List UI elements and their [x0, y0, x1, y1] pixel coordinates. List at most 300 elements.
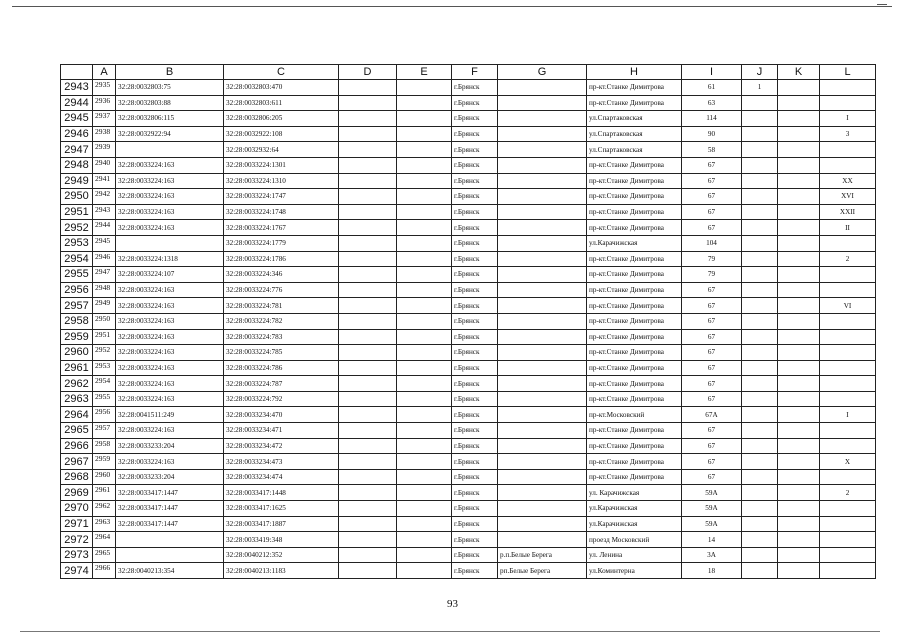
cell-b[interactable]: 32:28:0033224:163 — [116, 329, 224, 345]
cell-f[interactable]: г.Брянск — [452, 220, 498, 236]
cell-d[interactable] — [339, 563, 397, 579]
cell-j[interactable] — [742, 189, 778, 205]
cell-b[interactable]: 32:28:0033417:1447 — [116, 485, 224, 501]
cell-a[interactable]: 2942 — [93, 189, 116, 205]
cell-g[interactable] — [498, 251, 587, 267]
cell-i[interactable]: 67 — [682, 423, 742, 439]
cell-j[interactable] — [742, 391, 778, 407]
cell-d[interactable] — [339, 267, 397, 283]
cell-l[interactable]: XVI — [820, 189, 876, 205]
cell-c[interactable]: 32:28:0040213:1183 — [224, 563, 339, 579]
cell-e[interactable] — [397, 189, 452, 205]
row-number[interactable]: 2971 — [61, 516, 93, 532]
cell-e[interactable] — [397, 454, 452, 470]
cell-i[interactable]: 67 — [682, 454, 742, 470]
cell-k[interactable] — [778, 80, 820, 96]
cell-l[interactable]: 3 — [820, 126, 876, 142]
column-header[interactable]: L — [820, 65, 876, 80]
cell-l[interactable]: XX — [820, 173, 876, 189]
cell-a[interactable]: 2963 — [93, 516, 116, 532]
cell-c[interactable]: 32:28:0033224:781 — [224, 298, 339, 314]
row-number[interactable]: 2960 — [61, 345, 93, 361]
cell-l[interactable] — [820, 329, 876, 345]
cell-b[interactable]: 32:28:0033224:163 — [116, 345, 224, 361]
cell-j[interactable] — [742, 204, 778, 220]
cell-g[interactable]: рп.Белые Берега — [498, 563, 587, 579]
cell-f[interactable]: г.Брянск — [452, 469, 498, 485]
cell-c[interactable]: 32:28:0033417:1887 — [224, 516, 339, 532]
cell-j[interactable] — [742, 220, 778, 236]
cell-k[interactable] — [778, 345, 820, 361]
cell-c[interactable]: 32:28:0033224:785 — [224, 345, 339, 361]
cell-d[interactable] — [339, 423, 397, 439]
cell-f[interactable]: г.Брянск — [452, 438, 498, 454]
cell-d[interactable] — [339, 95, 397, 111]
cell-f[interactable]: г.Брянск — [452, 329, 498, 345]
cell-i[interactable]: 67 — [682, 345, 742, 361]
cell-h[interactable]: пр-кт.Московский — [587, 407, 682, 423]
cell-b[interactable]: 32:28:0033224:163 — [116, 376, 224, 392]
cell-l[interactable] — [820, 360, 876, 376]
cell-l[interactable] — [820, 157, 876, 173]
cell-k[interactable] — [778, 204, 820, 220]
cell-h[interactable]: ул.Спартаковская — [587, 111, 682, 127]
cell-d[interactable] — [339, 469, 397, 485]
cell-i[interactable]: 67 — [682, 173, 742, 189]
cell-i[interactable]: 63 — [682, 95, 742, 111]
cell-a[interactable]: 2949 — [93, 298, 116, 314]
cell-b[interactable]: 32:28:0033233:204 — [116, 438, 224, 454]
cell-h[interactable]: проезд Московский — [587, 532, 682, 548]
cell-c[interactable]: 32:28:0033224:787 — [224, 376, 339, 392]
cell-d[interactable] — [339, 313, 397, 329]
cell-h[interactable]: пр-кт.Станке Димитрова — [587, 157, 682, 173]
cell-d[interactable] — [339, 189, 397, 205]
cell-l[interactable] — [820, 391, 876, 407]
cell-i[interactable]: 67 — [682, 220, 742, 236]
row-number[interactable]: 2965 — [61, 423, 93, 439]
cell-d[interactable] — [339, 376, 397, 392]
cell-b[interactable] — [116, 532, 224, 548]
cell-f[interactable]: г.Брянск — [452, 189, 498, 205]
cell-d[interactable] — [339, 454, 397, 470]
cell-i[interactable]: 67 — [682, 189, 742, 205]
column-header[interactable]: H — [587, 65, 682, 80]
cell-b[interactable]: 32:28:0033224:163 — [116, 454, 224, 470]
cell-g[interactable] — [498, 345, 587, 361]
cell-l[interactable] — [820, 563, 876, 579]
cell-k[interactable] — [778, 501, 820, 517]
row-number[interactable]: 2964 — [61, 407, 93, 423]
cell-g[interactable] — [498, 126, 587, 142]
cell-a[interactable]: 2961 — [93, 485, 116, 501]
cell-i[interactable]: 14 — [682, 532, 742, 548]
cell-j[interactable] — [742, 298, 778, 314]
cell-d[interactable] — [339, 391, 397, 407]
cell-a[interactable]: 2956 — [93, 407, 116, 423]
cell-f[interactable]: г.Брянск — [452, 111, 498, 127]
cell-k[interactable] — [778, 189, 820, 205]
cell-g[interactable] — [498, 376, 587, 392]
cell-j[interactable] — [742, 501, 778, 517]
cell-j[interactable] — [742, 345, 778, 361]
cell-g[interactable] — [498, 469, 587, 485]
cell-h[interactable]: пр-кт.Станке Димитрова — [587, 173, 682, 189]
cell-i[interactable]: 67 — [682, 376, 742, 392]
cell-g[interactable] — [498, 313, 587, 329]
cell-c[interactable]: 32:28:0032803:611 — [224, 95, 339, 111]
cell-d[interactable] — [339, 547, 397, 563]
cell-f[interactable]: г.Брянск — [452, 251, 498, 267]
cell-j[interactable] — [742, 532, 778, 548]
cell-e[interactable] — [397, 563, 452, 579]
cell-c[interactable]: 32:28:0033224:1301 — [224, 157, 339, 173]
cell-h[interactable]: пр-кт.Станке Димитрова — [587, 454, 682, 470]
cell-i[interactable]: 18 — [682, 563, 742, 579]
cell-k[interactable] — [778, 173, 820, 189]
row-number[interactable]: 2945 — [61, 111, 93, 127]
cell-h[interactable]: пр-кт.Станке Димитрова — [587, 438, 682, 454]
cell-i[interactable]: 104 — [682, 235, 742, 251]
row-number[interactable]: 2958 — [61, 313, 93, 329]
cell-k[interactable] — [778, 313, 820, 329]
cell-j[interactable] — [742, 423, 778, 439]
cell-l[interactable]: II — [820, 220, 876, 236]
cell-k[interactable] — [778, 469, 820, 485]
cell-c[interactable]: 32:28:0033224:776 — [224, 282, 339, 298]
row-number[interactable]: 2973 — [61, 547, 93, 563]
cell-k[interactable] — [778, 454, 820, 470]
cell-k[interactable] — [778, 563, 820, 579]
cell-k[interactable] — [778, 485, 820, 501]
row-number[interactable]: 2949 — [61, 173, 93, 189]
cell-c[interactable]: 32:28:0033417:1448 — [224, 485, 339, 501]
cell-e[interactable] — [397, 111, 452, 127]
cell-a[interactable]: 2946 — [93, 251, 116, 267]
cell-k[interactable] — [778, 157, 820, 173]
cell-k[interactable] — [778, 142, 820, 158]
cell-d[interactable] — [339, 516, 397, 532]
cell-i[interactable]: 67А — [682, 407, 742, 423]
cell-c[interactable]: 32:28:0033224:1767 — [224, 220, 339, 236]
cell-g[interactable] — [498, 267, 587, 283]
cell-c[interactable]: 32:28:0033234:472 — [224, 438, 339, 454]
cell-e[interactable] — [397, 173, 452, 189]
cell-a[interactable]: 2950 — [93, 313, 116, 329]
column-header[interactable]: A — [93, 65, 116, 80]
column-header[interactable] — [61, 65, 93, 80]
cell-e[interactable] — [397, 251, 452, 267]
cell-f[interactable]: г.Брянск — [452, 391, 498, 407]
cell-c[interactable]: 32:28:0033234:473 — [224, 454, 339, 470]
row-number[interactable]: 2952 — [61, 220, 93, 236]
row-number[interactable]: 2956 — [61, 282, 93, 298]
cell-a[interactable]: 2945 — [93, 235, 116, 251]
cell-d[interactable] — [339, 407, 397, 423]
cell-e[interactable] — [397, 235, 452, 251]
cell-j[interactable] — [742, 157, 778, 173]
cell-b[interactable]: 32:28:0033233:204 — [116, 469, 224, 485]
cell-h[interactable]: пр-кт.Станке Димитрова — [587, 80, 682, 96]
cell-l[interactable] — [820, 313, 876, 329]
cell-g[interactable] — [498, 423, 587, 439]
row-number[interactable]: 2951 — [61, 204, 93, 220]
cell-g[interactable] — [498, 454, 587, 470]
cell-l[interactable]: I — [820, 407, 876, 423]
cell-b[interactable]: 32:28:0033224:1318 — [116, 251, 224, 267]
cell-a[interactable]: 2954 — [93, 376, 116, 392]
cell-a[interactable]: 2955 — [93, 391, 116, 407]
cell-b[interactable]: 32:28:0033417:1447 — [116, 501, 224, 517]
cell-f[interactable]: г.Брянск — [452, 157, 498, 173]
cell-c[interactable]: 32:28:0033224:346 — [224, 267, 339, 283]
cell-h[interactable]: пр-кт.Станке Димитрова — [587, 267, 682, 283]
cell-b[interactable]: 32:28:0033224:163 — [116, 189, 224, 205]
cell-f[interactable]: г.Брянск — [452, 423, 498, 439]
cell-b[interactable]: 32:28:0033224:163 — [116, 204, 224, 220]
row-number[interactable]: 2944 — [61, 95, 93, 111]
cell-a[interactable]: 2964 — [93, 532, 116, 548]
cell-h[interactable]: пр-кт.Станке Димитрова — [587, 313, 682, 329]
cell-i[interactable]: 79 — [682, 251, 742, 267]
cell-e[interactable] — [397, 220, 452, 236]
cell-h[interactable]: ул.Карачижская — [587, 235, 682, 251]
cell-a[interactable]: 2944 — [93, 220, 116, 236]
cell-g[interactable] — [498, 111, 587, 127]
cell-e[interactable] — [397, 329, 452, 345]
cell-g[interactable] — [498, 95, 587, 111]
column-header[interactable]: J — [742, 65, 778, 80]
cell-j[interactable] — [742, 516, 778, 532]
cell-l[interactable]: 2 — [820, 485, 876, 501]
cell-f[interactable]: г.Брянск — [452, 235, 498, 251]
cell-e[interactable] — [397, 80, 452, 96]
cell-c[interactable]: 32:28:0040212:352 — [224, 547, 339, 563]
cell-e[interactable] — [397, 126, 452, 142]
cell-a[interactable]: 2937 — [93, 111, 116, 127]
cell-j[interactable] — [742, 173, 778, 189]
cell-e[interactable] — [397, 345, 452, 361]
row-number[interactable]: 2962 — [61, 376, 93, 392]
cell-f[interactable]: г.Брянск — [452, 142, 498, 158]
cell-e[interactable] — [397, 438, 452, 454]
cell-h[interactable]: пр-кт.Станке Димитрова — [587, 345, 682, 361]
cell-d[interactable] — [339, 220, 397, 236]
cell-d[interactable] — [339, 329, 397, 345]
cell-d[interactable] — [339, 501, 397, 517]
cell-c[interactable]: 32:28:0033234:471 — [224, 423, 339, 439]
cell-e[interactable] — [397, 267, 452, 283]
cell-l[interactable]: X — [820, 454, 876, 470]
cell-l[interactable]: XXII — [820, 204, 876, 220]
cell-h[interactable]: ул.Карачижская — [587, 516, 682, 532]
row-number[interactable]: 2953 — [61, 235, 93, 251]
cell-b[interactable]: 32:28:0033417:1447 — [116, 516, 224, 532]
cell-d[interactable] — [339, 142, 397, 158]
cell-k[interactable] — [778, 329, 820, 345]
cell-g[interactable] — [498, 391, 587, 407]
cell-a[interactable]: 2941 — [93, 173, 116, 189]
row-number[interactable]: 2946 — [61, 126, 93, 142]
column-header[interactable]: B — [116, 65, 224, 80]
cell-h[interactable]: пр-кт.Станке Димитрова — [587, 95, 682, 111]
cell-f[interactable]: г.Брянск — [452, 267, 498, 283]
cell-a[interactable]: 2951 — [93, 329, 116, 345]
cell-j[interactable] — [742, 329, 778, 345]
cell-j[interactable] — [742, 126, 778, 142]
row-number[interactable]: 2943 — [61, 80, 93, 96]
cell-b[interactable]: 32:28:0033224:163 — [116, 220, 224, 236]
cell-e[interactable] — [397, 95, 452, 111]
cell-a[interactable]: 2966 — [93, 563, 116, 579]
cell-d[interactable] — [339, 126, 397, 142]
cell-d[interactable] — [339, 157, 397, 173]
cell-f[interactable]: г.Брянск — [452, 345, 498, 361]
cell-b[interactable] — [116, 547, 224, 563]
cell-j[interactable] — [742, 376, 778, 392]
cell-a[interactable]: 2959 — [93, 454, 116, 470]
cell-b[interactable]: 32:28:0033224:163 — [116, 282, 224, 298]
row-number[interactable]: 2961 — [61, 360, 93, 376]
cell-a[interactable]: 2948 — [93, 282, 116, 298]
cell-e[interactable] — [397, 204, 452, 220]
cell-h[interactable]: пр-кт.Станке Димитрова — [587, 204, 682, 220]
row-number[interactable]: 2950 — [61, 189, 93, 205]
cell-c[interactable]: 32:28:0032806:205 — [224, 111, 339, 127]
cell-j[interactable] — [742, 111, 778, 127]
cell-f[interactable]: г.Брянск — [452, 501, 498, 517]
cell-b[interactable]: 32:28:0032922:94 — [116, 126, 224, 142]
cell-g[interactable] — [498, 189, 587, 205]
cell-e[interactable] — [397, 516, 452, 532]
cell-l[interactable]: I — [820, 111, 876, 127]
cell-g[interactable] — [498, 80, 587, 96]
cell-l[interactable] — [820, 516, 876, 532]
cell-h[interactable]: пр-кт.Станке Димитрова — [587, 189, 682, 205]
row-number[interactable]: 2963 — [61, 391, 93, 407]
column-header[interactable]: I — [682, 65, 742, 80]
cell-b[interactable]: 32:28:0032803:75 — [116, 80, 224, 96]
cell-c[interactable]: 32:28:0033417:1625 — [224, 501, 339, 517]
cell-f[interactable]: г.Брянск — [452, 563, 498, 579]
cell-j[interactable] — [742, 360, 778, 376]
cell-f[interactable]: г.Брянск — [452, 282, 498, 298]
cell-k[interactable] — [778, 111, 820, 127]
cell-f[interactable]: г.Брянск — [452, 173, 498, 189]
cell-e[interactable] — [397, 501, 452, 517]
cell-b[interactable]: 32:28:0032803:88 — [116, 95, 224, 111]
cell-b[interactable]: 32:28:0033224:107 — [116, 267, 224, 283]
cell-h[interactable]: ул.Коминтерна — [587, 563, 682, 579]
cell-b[interactable] — [116, 235, 224, 251]
cell-e[interactable] — [397, 142, 452, 158]
cell-k[interactable] — [778, 95, 820, 111]
cell-i[interactable]: 67 — [682, 391, 742, 407]
cell-k[interactable] — [778, 235, 820, 251]
cell-j[interactable] — [742, 282, 778, 298]
cell-h[interactable]: ул.Спартаковская — [587, 126, 682, 142]
cell-h[interactable]: ул. Ленина — [587, 547, 682, 563]
cell-j[interactable] — [742, 95, 778, 111]
cell-f[interactable]: г.Брянск — [452, 485, 498, 501]
cell-h[interactable]: ул.Карачижская — [587, 501, 682, 517]
cell-a[interactable]: 2943 — [93, 204, 116, 220]
cell-j[interactable] — [742, 407, 778, 423]
cell-h[interactable]: ул. Карачижская — [587, 485, 682, 501]
cell-a[interactable]: 2958 — [93, 438, 116, 454]
cell-f[interactable]: г.Брянск — [452, 298, 498, 314]
cell-b[interactable]: 32:28:0033224:163 — [116, 423, 224, 439]
column-header[interactable]: K — [778, 65, 820, 80]
cell-i[interactable]: 90 — [682, 126, 742, 142]
cell-h[interactable]: пр-кт.Станке Димитрова — [587, 391, 682, 407]
cell-e[interactable] — [397, 313, 452, 329]
cell-k[interactable] — [778, 438, 820, 454]
cell-i[interactable]: 79 — [682, 267, 742, 283]
cell-l[interactable]: 2 — [820, 251, 876, 267]
cell-f[interactable]: г.Брянск — [452, 516, 498, 532]
cell-i[interactable]: 59А — [682, 516, 742, 532]
cell-f[interactable]: г.Брянск — [452, 313, 498, 329]
cell-l[interactable] — [820, 469, 876, 485]
cell-e[interactable] — [397, 407, 452, 423]
cell-f[interactable]: г.Брянск — [452, 547, 498, 563]
cell-l[interactable]: VI — [820, 298, 876, 314]
cell-k[interactable] — [778, 516, 820, 532]
cell-d[interactable] — [339, 532, 397, 548]
cell-d[interactable] — [339, 251, 397, 267]
cell-j[interactable] — [742, 563, 778, 579]
row-number[interactable]: 2966 — [61, 438, 93, 454]
cell-b[interactable]: 32:28:0040213:354 — [116, 563, 224, 579]
cell-c[interactable]: 32:28:0033234:474 — [224, 469, 339, 485]
cell-g[interactable] — [498, 501, 587, 517]
row-number[interactable]: 2954 — [61, 251, 93, 267]
cell-h[interactable]: пр-кт.Станке Димитрова — [587, 282, 682, 298]
cell-e[interactable] — [397, 391, 452, 407]
cell-c[interactable]: 32:28:0033224:1779 — [224, 235, 339, 251]
cell-e[interactable] — [397, 157, 452, 173]
cell-f[interactable]: г.Брянск — [452, 95, 498, 111]
column-header[interactable]: G — [498, 65, 587, 80]
row-number[interactable]: 2948 — [61, 157, 93, 173]
row-number[interactable]: 2969 — [61, 485, 93, 501]
cell-l[interactable] — [820, 267, 876, 283]
cell-b[interactable]: 32:28:0033224:163 — [116, 313, 224, 329]
cell-k[interactable] — [778, 220, 820, 236]
cell-k[interactable] — [778, 251, 820, 267]
cell-c[interactable]: 32:28:0033224:1786 — [224, 251, 339, 267]
cell-a[interactable]: 2935 — [93, 80, 116, 96]
cell-l[interactable] — [820, 532, 876, 548]
cell-l[interactable] — [820, 95, 876, 111]
cell-g[interactable] — [498, 157, 587, 173]
cell-e[interactable] — [397, 423, 452, 439]
cell-i[interactable]: 67 — [682, 157, 742, 173]
cell-a[interactable]: 2965 — [93, 547, 116, 563]
cell-c[interactable]: 32:28:0032932:64 — [224, 142, 339, 158]
cell-j[interactable] — [742, 235, 778, 251]
cell-k[interactable] — [778, 532, 820, 548]
cell-d[interactable] — [339, 298, 397, 314]
cell-k[interactable] — [778, 126, 820, 142]
cell-i[interactable]: 59А — [682, 485, 742, 501]
row-number[interactable]: 2970 — [61, 501, 93, 517]
cell-h[interactable]: пр-кт.Станке Димитрова — [587, 360, 682, 376]
cell-g[interactable]: р.п.Белые Берега — [498, 547, 587, 563]
cell-k[interactable] — [778, 267, 820, 283]
cell-g[interactable] — [498, 298, 587, 314]
